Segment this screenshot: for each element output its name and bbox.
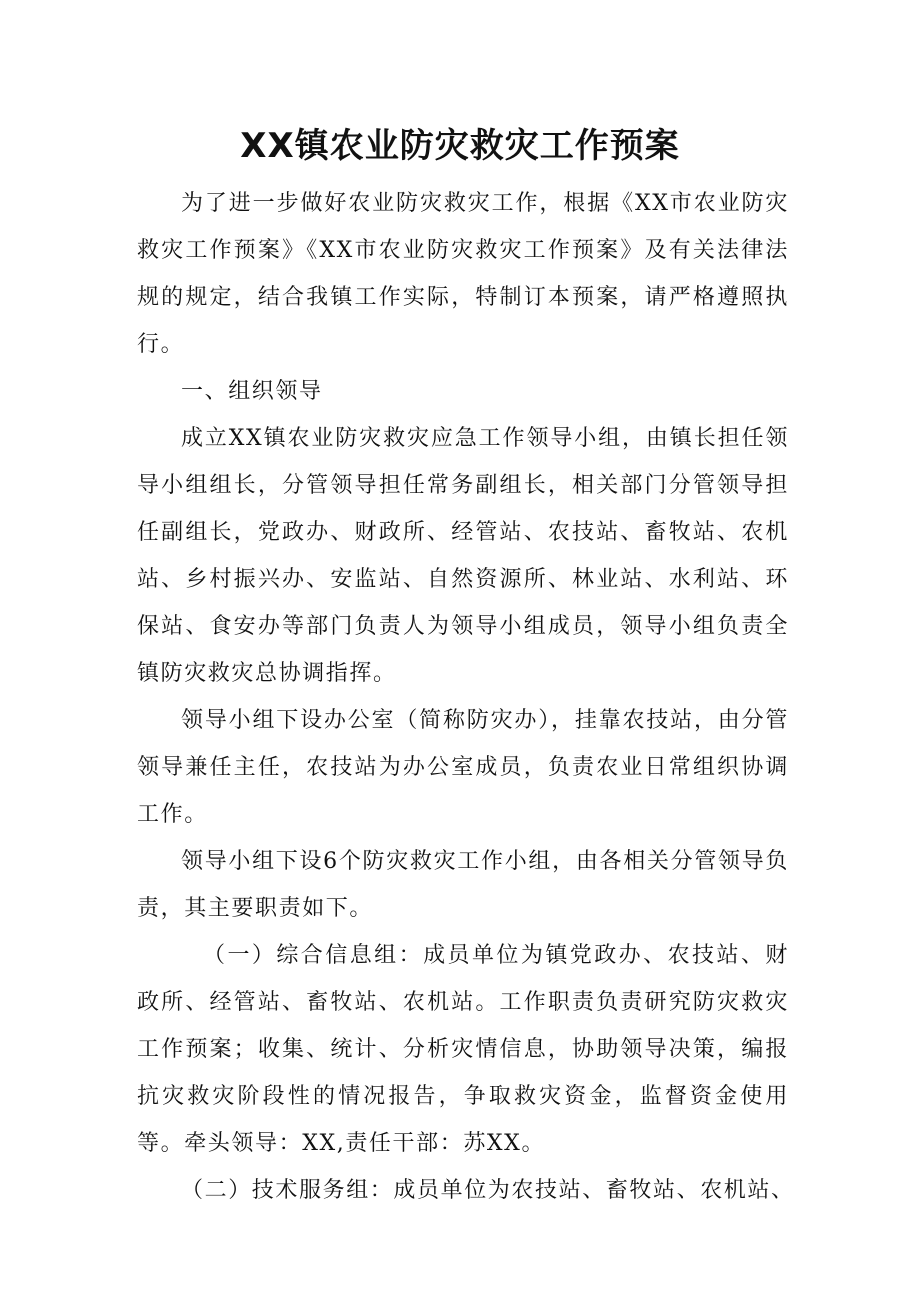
tech-service-group-paragraph: （二）技术服务组：成员单位为农技站、畜牧站、农机站、 [181,1178,795,1203]
section-heading-organization: 一、组织领导 [181,379,323,404]
document-title: XX镇农业防灾救灾工作预案 [240,126,680,166]
leadership-group-paragraph: 成立XX镇农业防灾救灾应急工作领导小组，由镇长担任领导小组组长，分管领导担任常务副组长，相关部门分管领导担任副组长，党政办、财政所、经管站、农技站、畜牧站、农机站、乡村振兴办、安监站、自然资源所、林业站、水利站、环保站、食安办等部门负责人为领导小组成员，领导小组负责全镇防灾救灾总协调指挥。 [137,426,789,686]
office-paragraph: 领导小组下设办公室（简称防灾办），挂靠农技站，由分管领导兼任主任，农技站为办公室成员，负责农业日常组织协调工作。 [137,708,789,827]
info-group-paragraph: （一）综合信息组：成员单位为镇党政办、农技站、财政所、经管站、畜牧站、农机站。工作职责负责研究防灾救灾工作预案；收集、统计、分析灾情信息，协助领导决策，编报抗灾救灾阶段性的情况报告，争取救灾资金，监督资金使用等。牵头领导：XX,责任干部：苏XX。 [137,943,789,1156]
document-body [137,180,795,1214]
intro-paragraph: 为了进一步做好农业防灾救灾工作，根据《XX市农业防灾救灾工作预案》《XX市农业防灾救灾工作预案》及有关法律法规的规定，结合我镇工作实际，特制订本预案，请严格遵照执行。 [137,191,789,357]
working-groups-paragraph: 领导小组下设6个防灾救灾工作小组，由各相关分管领导负责，其主要职责如下。 [137,849,789,921]
